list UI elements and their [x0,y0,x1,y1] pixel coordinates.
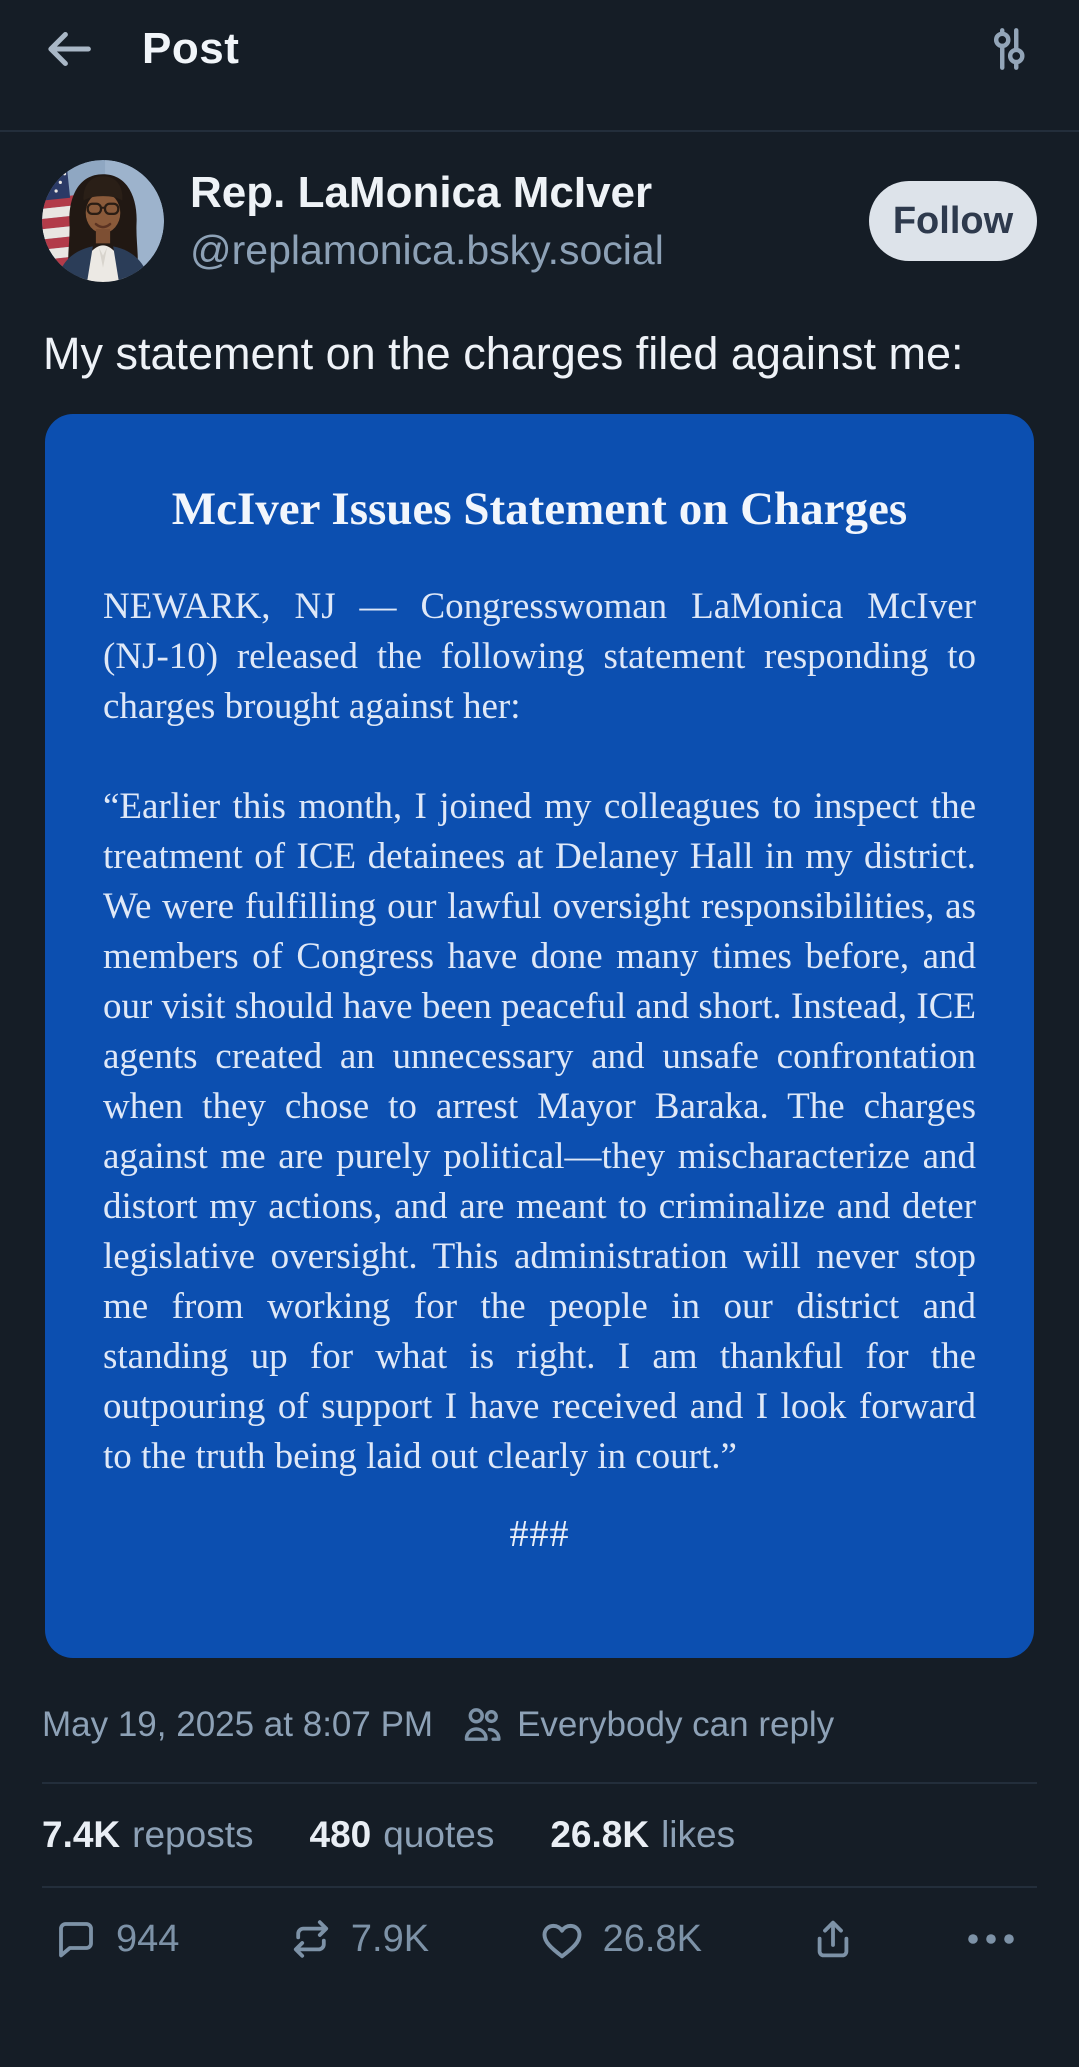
quotes-count: 480 [309,1814,372,1855]
timestamp: May 19, 2025 at 8:07 PM [42,1705,434,1744]
share-icon [809,1915,857,1963]
thread-options-button[interactable] [979,19,1039,79]
author-name: Rep. LaMonica McIver [190,168,653,217]
statement-paragraph-2: “Earlier this month, I joined my colleagues to inspect the treatment of ICE detainees at Delaney Hall in my district. We were fulfilling our lawful oversight responsibilities, as members of Congress have done many times before, and our visit should have been peaceful and short. Instead, ICE agents created an unnecessary and unsafe confrontation when they chose to arrest Mayor Baraka. The charges against me are purely political—they mischaracterize and distort my actions, and are meant to criminalize and deter legislative oversight. This administration will never stop me from working for the people in our district and standing up for what is right. I am thankful for the outpouring of support I have received and I look forward to the truth being laid out clearly in court.” [103,786,976,1477]
follow-button[interactable]: Follow [869,181,1037,261]
action-bar [0,1888,1079,1964]
post-text: My statement on the charges filed against me: [43,328,964,379]
sliders-icon [981,21,1037,77]
meta-row [0,1702,1079,1748]
quotes-label: quotes [383,1814,495,1855]
reply-button[interactable] [52,1915,179,1963]
repost-icon [287,1915,335,1963]
likes-stat[interactable] [550,1814,735,1856]
statement-paragraph-1: NEWARK, NJ — Congresswoman LaMonica McIver (NJ-10) released the following statement responding to charges brought against her: [103,586,976,727]
like-button[interactable] [537,1914,702,1964]
reply-permission-label: Everybody can reply [517,1705,835,1744]
reposts-stat[interactable] [42,1814,254,1856]
statement-title: McIver Issues Statement on Charges [171,483,908,535]
comment-bubble-icon [52,1915,100,1963]
like-count: 26.8K [602,1917,702,1960]
avatar[interactable] [42,160,164,282]
author-row [0,160,1079,282]
heart-icon [537,1914,587,1964]
author-handle: @replamonica.bsky.social [190,226,664,273]
statement-footer-mark: ### [509,1513,570,1555]
author-names [190,167,664,275]
statement-image[interactable] [45,414,1034,1658]
people-icon [459,1702,505,1748]
stats-row [0,1784,1079,1886]
page-title: Post [142,24,240,73]
likes-label: likes [661,1814,736,1855]
more-options-button[interactable] [965,1915,1017,1963]
reposts-label: reposts [132,1814,254,1855]
quotes-stat[interactable] [310,1814,495,1856]
reposts-count: 7.4K [42,1814,121,1855]
top-bar [0,0,1079,132]
repost-count: 7.9K [350,1917,430,1960]
likes-count: 26.8K [550,1814,650,1855]
back-button[interactable] [40,19,100,79]
reply-count: 944 [116,1917,180,1960]
back-arrow-icon [40,20,98,78]
avatar-image [42,160,164,282]
ellipsis-icon [965,1915,1017,1963]
top-bar-content [0,16,1079,82]
repost-button[interactable] [287,1915,429,1963]
share-button[interactable] [809,1915,857,1963]
